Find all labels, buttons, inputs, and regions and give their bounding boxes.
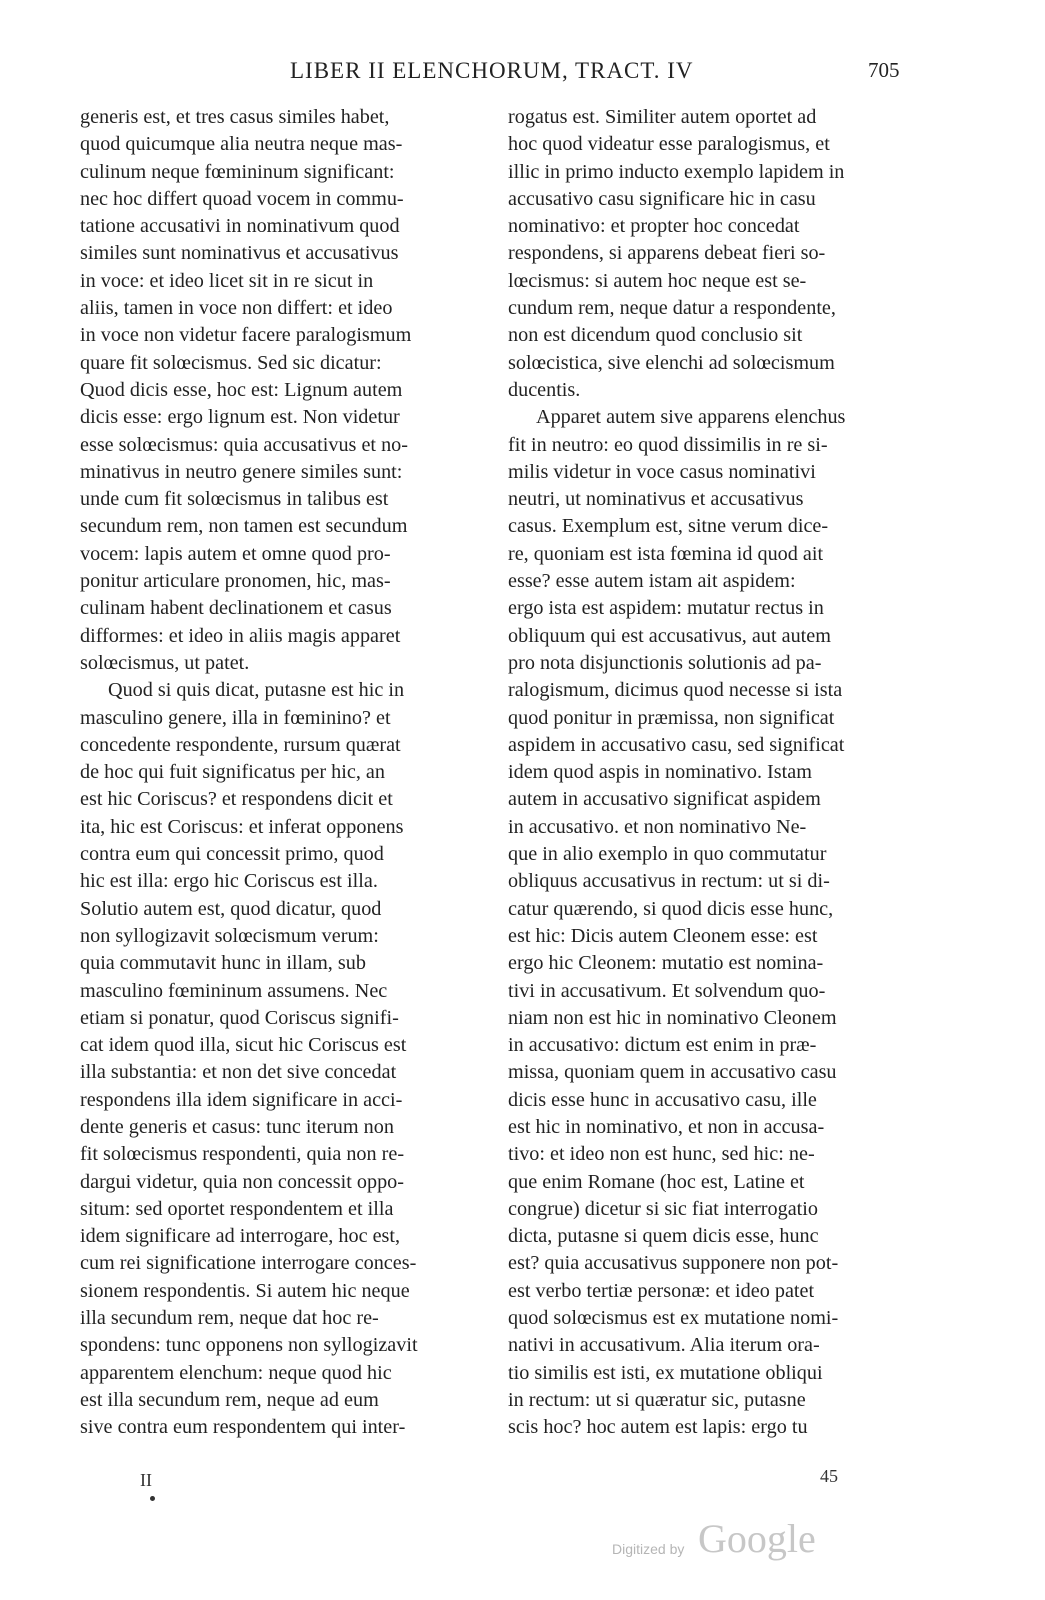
text-line: est hic in nominativo, et non in accusa- xyxy=(508,1115,825,1138)
text-line: quare fit solœcismus. Sed sic dicatur: xyxy=(80,351,382,374)
text-line: sionem respondentis. Si autem hic neque xyxy=(80,1279,410,1302)
text-line: situm: sed oportet respondentem et illa xyxy=(80,1197,394,1220)
text-line: aspidem in accusativo casu, sed significat xyxy=(508,733,845,756)
text-line: catur quærendo, si quod dicis esse hunc, xyxy=(508,897,834,920)
text-line: re, quoniam est ista fœmina id quod ait xyxy=(508,542,824,565)
text-line: illa secundum rem, neque dat hoc re- xyxy=(80,1307,379,1330)
text-line: Apparet autem sive apparens elenchus xyxy=(536,406,846,429)
left-text-column xyxy=(80,104,490,1442)
text-line: culinum neque fœmininum significant: xyxy=(80,160,395,183)
text-line: similes sunt nominativus et accusativus xyxy=(80,242,399,265)
text-line: niam non est hic in nominativo Cleonem xyxy=(508,1006,837,1029)
text-line: dicta, putasne si quem dicis esse, hunc xyxy=(508,1225,819,1248)
text-line: milis videtur in voce casus nominativi xyxy=(508,460,816,483)
text-line: unde cum fit solœcismus in talibus est xyxy=(80,488,389,511)
digitized-watermark xyxy=(612,1515,842,1575)
running-head xyxy=(0,58,1045,92)
text-line: quod solœcismus est ex mutatione nomi- xyxy=(508,1307,839,1330)
text-line: cundum rem, neque datur a respondente, xyxy=(508,297,836,320)
right-text-column xyxy=(508,104,913,1442)
text-line: missa, quoniam quem in accusativo casu xyxy=(508,1061,837,1084)
text-line: fit solœcismus respondenti, quia non re- xyxy=(80,1143,405,1166)
text-line: fit in neutro: eo quod dissimilis in re si- xyxy=(508,433,828,456)
running-title: LIBER II ELENCHORUM, TRACT. IV xyxy=(290,58,694,83)
text-line: non est dicendum quod conclusio sit xyxy=(508,324,803,347)
text-line: de hoc qui fuit significatus per hic, an xyxy=(80,761,385,784)
text-line: ergo ista est aspidem: mutatur rectus in xyxy=(508,597,824,620)
text-line: dargui videtur, quia non concessit oppo- xyxy=(80,1170,404,1193)
text-line: non syllogizavit solœcismum verum: xyxy=(80,924,379,947)
text-line: neutri, ut nominativus et accusativus xyxy=(508,488,804,511)
text-line: masculino fœmininum assumens. Nec xyxy=(80,979,388,1002)
text-line: tivi in accusativum. Et solvendum quo- xyxy=(508,979,826,1002)
text-line: concedente respondente, rursum quærat xyxy=(80,733,401,756)
text-line: masculino genere, illa in fœminino? et xyxy=(80,706,391,729)
text-line: in accusativo. et non nominativo Ne- xyxy=(508,815,807,838)
ink-dot xyxy=(150,1496,155,1501)
text-line: minativus in neutro genere similes sunt: xyxy=(80,460,403,483)
text-line: lœcismus: si autem hoc neque est se- xyxy=(508,269,807,292)
text-line: pro nota disjunctionis solutionis ad pa- xyxy=(508,651,822,674)
text-line: in voce: et ideo licet sit in re sicut in xyxy=(80,269,374,292)
text-line: quia commutavit hunc in illam, sub xyxy=(80,952,366,975)
text-line: dente generis et casus: tunc iterum non xyxy=(80,1115,394,1138)
text-line: est illa secundum rem, neque ad eum xyxy=(80,1388,379,1411)
text-line: difformes: et ideo in aliis magis apparet xyxy=(80,624,401,647)
text-line: solœcismus, ut patet. xyxy=(80,651,250,674)
text-line: autem in accusativo significat aspidem xyxy=(508,788,821,811)
text-line: dicis esse hunc in accusativo casu, ille xyxy=(508,1088,817,1111)
text-line: esse solœcismus: quia accusativus et no- xyxy=(80,433,408,456)
text-line: aliis, tamen in voce non differt: et ideo xyxy=(80,297,393,320)
text-line: quod quicumque alia neutra neque mas- xyxy=(80,133,403,156)
text-line: contra eum qui concessit primo, quod xyxy=(80,843,384,866)
text-line: generis est, et tres casus similes habet, xyxy=(80,106,390,128)
text-line: que enim Romane (hoc est, Latine et xyxy=(508,1170,805,1193)
text-line: obliquum qui est accusativus, aut autem xyxy=(508,624,831,647)
text-line: in accusativo: dictum est enim in præ- xyxy=(508,1034,817,1057)
text-line: casus. Exemplum est, sitne verum dice- xyxy=(508,515,829,538)
text-line: culinam habent declinationem et casus xyxy=(80,597,392,620)
text-line: solœcistica, sive elenchi ad solœcismum xyxy=(508,351,835,374)
text-line: sive contra eum respondentem qui inter- xyxy=(80,1416,406,1439)
text-line: illa substantia: et non det sive concedat xyxy=(80,1061,397,1084)
text-line: ita, hic est Coriscus: et inferat opponens xyxy=(80,815,404,838)
text-line: spondens: tunc opponens non syllogizavit xyxy=(80,1334,418,1357)
text-line: ralogismum, dicimus quod necesse si ista xyxy=(508,679,843,702)
text-line: scis hoc? hoc autem est lapis: ergo tu xyxy=(508,1416,808,1439)
text-line: Quod si quis dicat, putasne est hic in xyxy=(108,679,405,702)
text-line: que in alio exemplo in quo commutatur xyxy=(508,843,827,866)
text-line: congrue) dicetur si sic fiat interrogatio xyxy=(508,1197,818,1220)
text-line: nec hoc differt quoad vocem in commu- xyxy=(80,187,404,210)
text-line: ergo hic Cleonem: mutatio est nomina- xyxy=(508,952,824,975)
text-line: in rectum: ut si quæratur sic, putasne xyxy=(508,1388,806,1411)
text-line: hoc quod videatur esse paralogismus, et xyxy=(508,133,830,156)
text-line: etiam si ponatur, quod Coriscus signifi- xyxy=(80,1006,399,1029)
text-line: est verbo tertiæ personæ: et ideo patet xyxy=(508,1279,815,1302)
text-line: est hic: Dicis autem Cleonem esse: est xyxy=(508,924,818,947)
text-line: ponitur articulare pronomen, hic, mas- xyxy=(80,570,391,593)
text-line: secundum rem, non tamen est secundum xyxy=(80,515,408,538)
text-line: accusativo casu significare hic in casu xyxy=(508,187,816,210)
text-line: est hic Coriscus? et respondens dicit et xyxy=(80,788,393,811)
watermark-prefix: Digitized by xyxy=(612,1541,685,1557)
text-line: respondens, si apparens debeat fieri so- xyxy=(508,242,826,265)
text-line: rogatus est. Similiter autem oportet ad xyxy=(508,106,817,128)
signature-mark: II xyxy=(140,1470,152,1490)
text-line: tio similis est isti, ex mutatione obliqui xyxy=(508,1361,823,1384)
text-line: idem significare ad interrogare, hoc est, xyxy=(80,1225,401,1248)
text-line: hic est illa: ergo hic Coriscus est illa. xyxy=(80,870,378,893)
text-line: in voce non videtur facere paralogismum xyxy=(80,324,412,347)
text-line: Solutio autem est, quod dicatur, quod xyxy=(80,897,382,920)
text-line: est? quia accusativus supponere non pot- xyxy=(508,1252,839,1275)
text-line: idem quod aspis in nominativo. Istam xyxy=(508,761,812,784)
text-line: obliquus accusativus in rectum: ut si di- xyxy=(508,870,830,893)
text-line: tivo: et ideo non est hunc, sed hic: ne- xyxy=(508,1143,815,1166)
text-line: nominativo: et propter hoc concedat xyxy=(508,215,800,238)
text-line: dicis esse: ergo lignum est. Non videtur xyxy=(80,406,400,429)
text-line: vocem: lapis autem et omne quod pro- xyxy=(80,542,391,565)
text-line: respondens illa idem significare in acci- xyxy=(80,1088,403,1111)
google-logo: Google xyxy=(698,1516,816,1561)
text-line: esse? esse autem istam ait aspidem: xyxy=(508,570,796,593)
text-line: cat idem quod illa, sicut hic Coriscus est xyxy=(80,1034,407,1057)
page-number: 705 xyxy=(868,58,900,82)
text-line: quod ponitur in præmissa, non significat xyxy=(508,706,835,729)
sheet-number: 45 xyxy=(820,1466,838,1486)
text-line: ducentis. xyxy=(508,378,581,401)
text-line: nativi in accusativum. Alia iterum ora- xyxy=(508,1334,820,1357)
text-line: illic in primo inducto exemplo lapidem in xyxy=(508,160,845,183)
text-line: cum rei significatione interrogare conces- xyxy=(80,1252,417,1275)
text-line: tatione accusativi in nominativum quod xyxy=(80,215,400,238)
text-line: apparentem elenchum: neque quod hic xyxy=(80,1361,392,1384)
text-line: Quod dicis esse, hoc est: Lignum autem xyxy=(80,378,403,401)
